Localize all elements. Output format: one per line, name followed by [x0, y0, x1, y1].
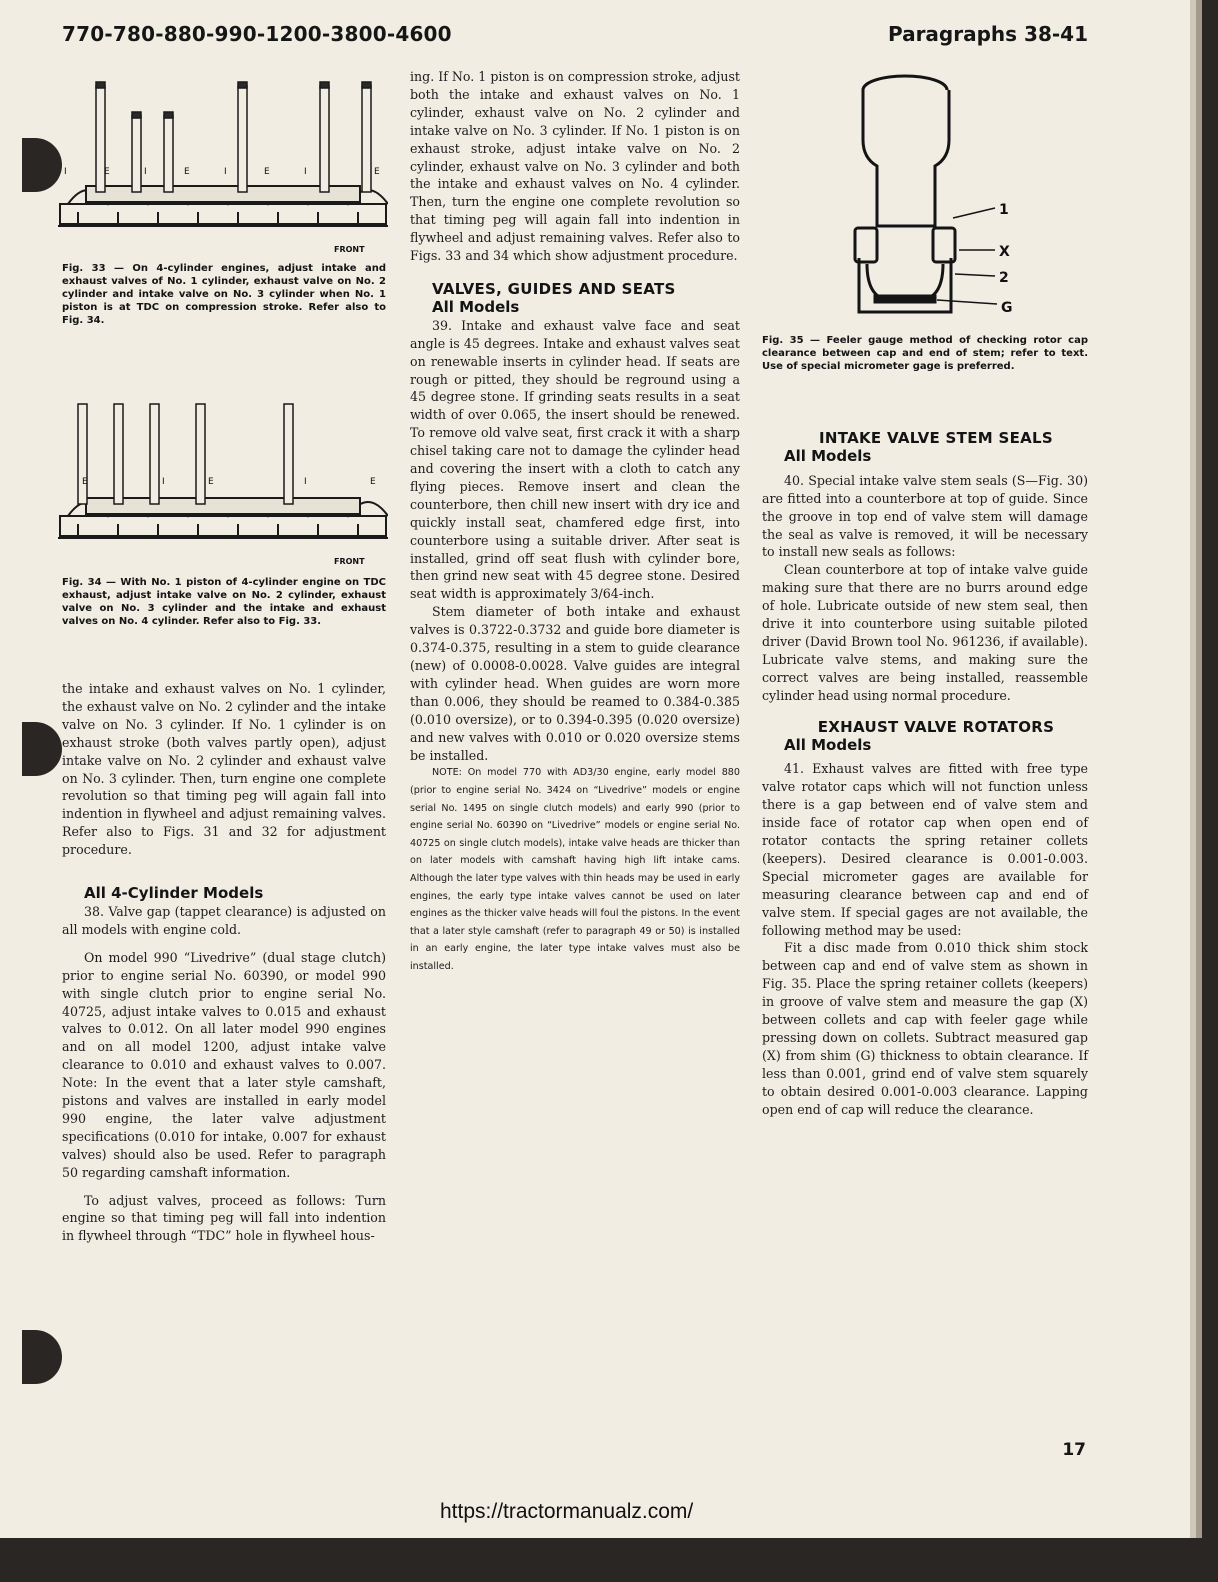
paragraph-38: 38. Valve gap (tappet clearance) is adjusted on all models with engine cold. [62, 903, 386, 937]
pushrods [96, 82, 371, 192]
fig34-diagram [58, 398, 388, 570]
paragraph: ing. If No. 1 piston is on compression stroke, adjust both the intake and exhaust valves on No. 1 cylinder, exhaust valve on No. 2 cylinder and intake valve on No. 3 cylinder. If No. 1 piston is on exhaust stroke, adjust intake valve on No. 2 cylinder, exhaust valve on No. 3 cylinder and both the intake and exhaust valves on No. 4 cylinder. Then, turn the engine one complete revolution so that timing peg will again fall into indention in flywheel and adjust remaining valves. Refer also to Figs. 33 and 34 which show adjustment procedure. [410, 69, 740, 264]
valve-label: I [144, 167, 147, 177]
valve-label: E [208, 477, 214, 487]
cylinder-head-illustration [58, 498, 388, 538]
fig35-labels [999, 202, 1013, 316]
valve-label: I [224, 167, 227, 177]
footer-url[interactable]: https://tractormanualz.com/ [440, 1500, 694, 1523]
paragraph: Clean counterbore at top of intake valve guide making sure that there are no burrs around edge of hole. Lubricate outside of new stem seal, then drive it into counterbore using suitable piloted driver (David Brown tool No. 961236, if available). Lubricate valve stems, and making sure the correct valves are being installed, reassemble cylinder head using normal procedure. [762, 562, 1088, 703]
section-subheading: All Models [784, 446, 872, 465]
label-1: 1 [999, 202, 1009, 218]
valve-label: I [304, 167, 307, 177]
binder-hole [22, 722, 62, 776]
column-1 [62, 680, 386, 1245]
paragraph: To adjust valves, proceed as follows: Turn engine so that timing peg will fall into indention in flywheel through “TDC” hole in flywheel hous- [62, 1192, 386, 1244]
header-paragraphs: Paragraphs 38-41 [887, 22, 1088, 46]
binder-hole [22, 1330, 62, 1384]
fig33-caption: Fig. 33 — On 4-cylinder engines, adjust intake and exhaust valves of No. 1 cylinder, exhaust valve on No. 2 cylinder and intake valve on No. 3 cylinder when No. 1 piston is at TDC on compression stroke. Refer also to Fig. 34. [62, 263, 386, 326]
paragraph-41: 41. Exhaust valves are fitted with free type valve rotator caps which will not function unless there is a gap between end of valve stem and inside face of rotator cap when open end of rotator contacts the spring retainer collets (keepers). Desired clearance is 0.001-0.003. Special micrometer gages are available for measuring clearance between cap and end of valve stem. If special gages are not available, the following method may be used: [762, 761, 1088, 938]
paragraph: Stem diameter of both intake and exhaust valves is 0.3722-0.3732 and guide bore diameter is 0.374-0.375, resulting in a stem to guide clearance (new) of 0.0008-0.0028. Valve guides are integral with cylinder head. When guides are worn more than 0.006, they should be reamed to 0.384-0.385 (0.010 oversize), or to 0.394-0.395 (0.020 oversize) and new valves with 0.010 or 0.020 oversize stems be installed. [410, 604, 740, 763]
valve-label: E [264, 167, 270, 177]
fig35-diagram [845, 68, 1025, 326]
valve-label: I [304, 477, 307, 487]
paragraph: Fit a disc made from 0.010 thick shim stock between cap and end of valve stem as shown in Fig. 35. Place the spring retainer collets (keepers) in groove of valve stem and measure the gap (X) between collets and cap with feeler gage while pressing down on collets. Subtract measured gap (X) from shim (G) thickness to obtain clearance. If less than 0.001, grind end of valve stem squarely to obtain desired 0.001-0.003 clearance. Lapping open end of cap will reduce the clearance. [762, 940, 1088, 1117]
label-x: X [999, 244, 1010, 260]
cylinder-head-illustration [58, 186, 388, 226]
paragraph-39: 39. Intake and exhaust valve face and seat angle is 45 degrees. Intake and exhaust valves seat on renewable inserts in cylinder head. If seats are rough or pitted, they should be reground using a 45 degree stone. If grinding seats results in a seat width of over 0.065, the insert should be renewed. To remove old valve seat, first crack it with a sharp chisel taking care not to damage the cylinder head and covering the insert with a cloth to catch any flying pieces. Remove insert and clean the counterbore, then chill new insert with dry ice and quickly install seat, chamfered edge first, into counterbore using a suitable driver. After seat is installed, grind off seat flush with cylinder bore, then grind new seat with 45 degree stone. Desired seat width is approximately 3/64-inch. [410, 317, 740, 602]
valve-label: I [64, 167, 67, 177]
column-3 [762, 430, 1088, 1119]
page-number: 17 [1062, 1440, 1086, 1460]
front-label: FRONT [334, 557, 365, 566]
valve-label: E [104, 167, 110, 177]
section-subheading: All Models [784, 735, 872, 754]
section-heading: INTAKE VALVE STEM SEALS [818, 429, 1054, 447]
section-subheading: All Models [432, 297, 520, 316]
label-2: 2 [999, 270, 1009, 286]
fig35-caption: Fig. 35 — Feeler gauge method of checking rotor cap clearance between cap and end of stem; refer to text. Use of special micrometer gage is preferred. [762, 335, 1088, 372]
column-2 [410, 68, 740, 976]
header-models: 770-780-880-990-1200-3800-4600 [62, 22, 452, 46]
pushrods [78, 404, 293, 504]
valve-label: E [370, 477, 376, 487]
front-label: FRONT [334, 245, 365, 254]
section-subheading: All 4-Cylinder Models [84, 884, 264, 903]
valve-label: I [162, 477, 165, 487]
paragraph-40: 40. Special intake valve stem seals (S—Fig. 30) are fitted into a counterbore at top of guide. Since the groove in top end of valve stem will damage the seal as valve is removed, it will be necessary to install new seals as follows: [762, 472, 1088, 560]
note: NOTE: On model 770 with AD3/30 engine, early model 880 (prior to engine serial No. 3424 on “Livedrive” models or engine serial No. 1495 on single clutch models) and early 990 (prior to engine serial No. 60390 on “Livedrive” models or engine serial No. 40725 on single clutch models), intake valve heads are thicker than on later models with camshaft having high lift intake cams. Although the later type valves with thin heads may be used in early engines, the early type intake valves cannot be used on later engines as the thicker valve heads will foul the pistons. In the event that a later style camshaft (refer to paragraph 49 or 50) is installed in an early engine, the later type intake valves must also be installed. [410, 767, 740, 972]
paragraph: On model 990 “Livedrive” (dual stage clutch) prior to engine serial No. 60390, or model 990 with single clutch prior to engine serial No. 40725, adjust intake valves to 0.015 and exhaust valves to 0.012. On all later model 990 engines and on all model 1200, adjust intake valve clearance to 0.010 and exhaust valves to 0.007. Note: In the event that a later style camshaft, pistons and valves are installed in early model 990 engine, the later valve adjustment specifications (0.010 for intake, 0.007 for exhaust valves) should also be used. Refer to paragraph 50 regarding camshaft information. [62, 949, 386, 1180]
paragraph: the intake and exhaust valves on No. 1 cylinder, the exhaust valve on No. 2 cylinder and the intake valve on No. 3 cylinder. If No. 1 cylinder is on exhaust stroke (both valves partly open), adjust intake valve on No. 2 cylinder and exhaust valve on No. 3 cylinder. Then, turn engine one complete revolution so that timing peg will again fall into indention in flywheel and adjust remaining valves. Refer also to Figs. 31 and 32 for adjustment procedure. [62, 681, 386, 858]
label-g: G [1001, 300, 1013, 316]
valve-label: E [184, 167, 190, 177]
section-heading: EXHAUST VALVE ROTATORS [817, 717, 1055, 736]
section-heading: VALVES, GUIDES AND SEATS [432, 279, 676, 298]
fig33-valve-labels [64, 167, 380, 254]
fig34-caption: Fig. 34 — With No. 1 piston of 4-cylinder engine on TDC exhaust, adjust intake valve on No. 2 cylinder, exhaust valve on No. 3 cylinder and the intake and exhaust valves on No. 4 cylinder. Refer also to Fig. 33. [62, 577, 386, 627]
valve-label: E [374, 167, 380, 177]
rotator-cap-illustration [855, 76, 955, 312]
binder-hole [22, 138, 62, 192]
valve-label: E [82, 477, 88, 487]
fig34-valve-labels [82, 477, 376, 566]
fig33-diagram [58, 76, 388, 254]
